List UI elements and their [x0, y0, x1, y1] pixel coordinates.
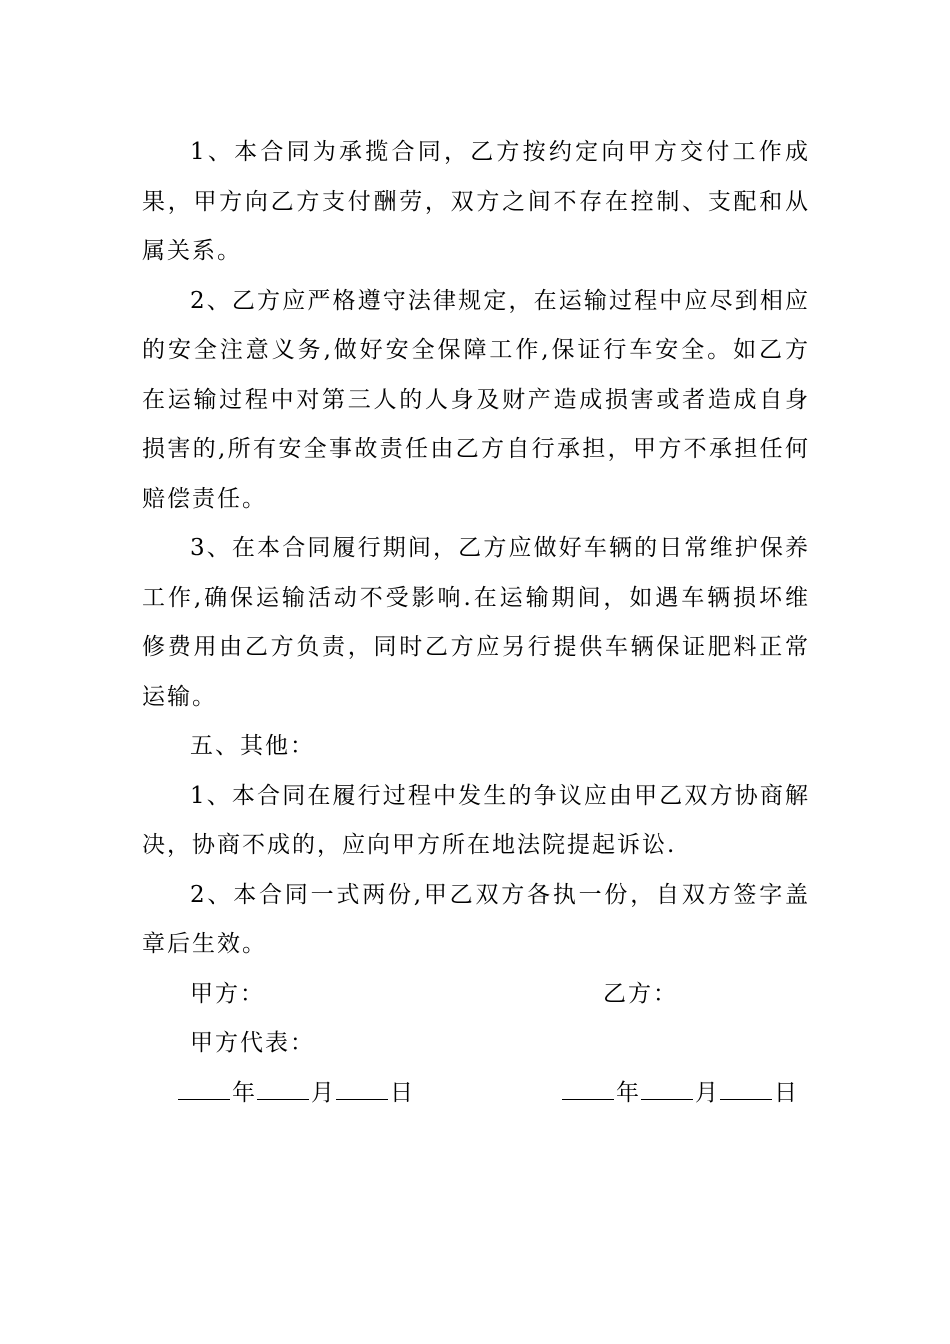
paragraph-3: 3、在本合同履行期间，乙方应做好车辆的日常维护保养工作,确保运输活动不受影响.在运输期间，如遇车辆损坏维修费用由乙方负责，同时乙方应另行提供车辆保证肥料正常运输。	[142, 535, 810, 710]
year-unit: 年	[232, 1079, 255, 1106]
paragraph-2: 2、乙方应严格遵守法律规定，在运输过程中应尽到相应的安全注意义务,做好安全保障工作,保证行车安全。如乙方在运输过程中对第三人的人身及财产造成损害或者造成自身损害的,所有安全事故责任由乙方自行承担，甲方不承担任何赔偿责任。	[142, 287, 810, 512]
signature-row	[142, 970, 810, 1020]
month-unit: 月	[695, 1079, 718, 1106]
other-paragraph-1: 1、本合同在履行过程中发生的争议应由甲乙双方协商解决，协商不成的，应向甲方所在地法院提起诉讼.	[142, 782, 810, 858]
day-blank	[336, 1069, 388, 1100]
day-blank	[720, 1069, 772, 1100]
section-heading-other: 五、其他：	[190, 733, 315, 759]
month-unit: 月	[311, 1079, 334, 1106]
year-blank	[562, 1069, 614, 1100]
date-row	[142, 1069, 810, 1119]
month-blank	[641, 1069, 693, 1100]
representative-row	[142, 1019, 810, 1069]
year-blank	[178, 1069, 230, 1100]
day-unit: 日	[390, 1079, 413, 1106]
month-blank	[257, 1069, 309, 1100]
other-paragraph-2: 2、本合同一式两份,甲乙双方各执一份，自双方签字盖章后生效。	[142, 881, 810, 957]
paragraph-1: 1、本合同为承揽合同，乙方按约定向甲方交付工作成果，甲方向乙方支付酬劳，双方之间不存在控制、支配和从属关系。	[142, 139, 810, 264]
party-a-date	[178, 1069, 415, 1119]
party-b-label: 乙方：	[603, 980, 678, 1007]
party-a-representative-label: 甲方代表：	[190, 1030, 315, 1056]
party-a-label: 甲方：	[190, 980, 265, 1007]
year-unit: 年	[616, 1079, 639, 1106]
party-b-date	[562, 1069, 799, 1119]
document-body	[142, 128, 810, 1118]
day-unit: 日	[774, 1079, 797, 1106]
